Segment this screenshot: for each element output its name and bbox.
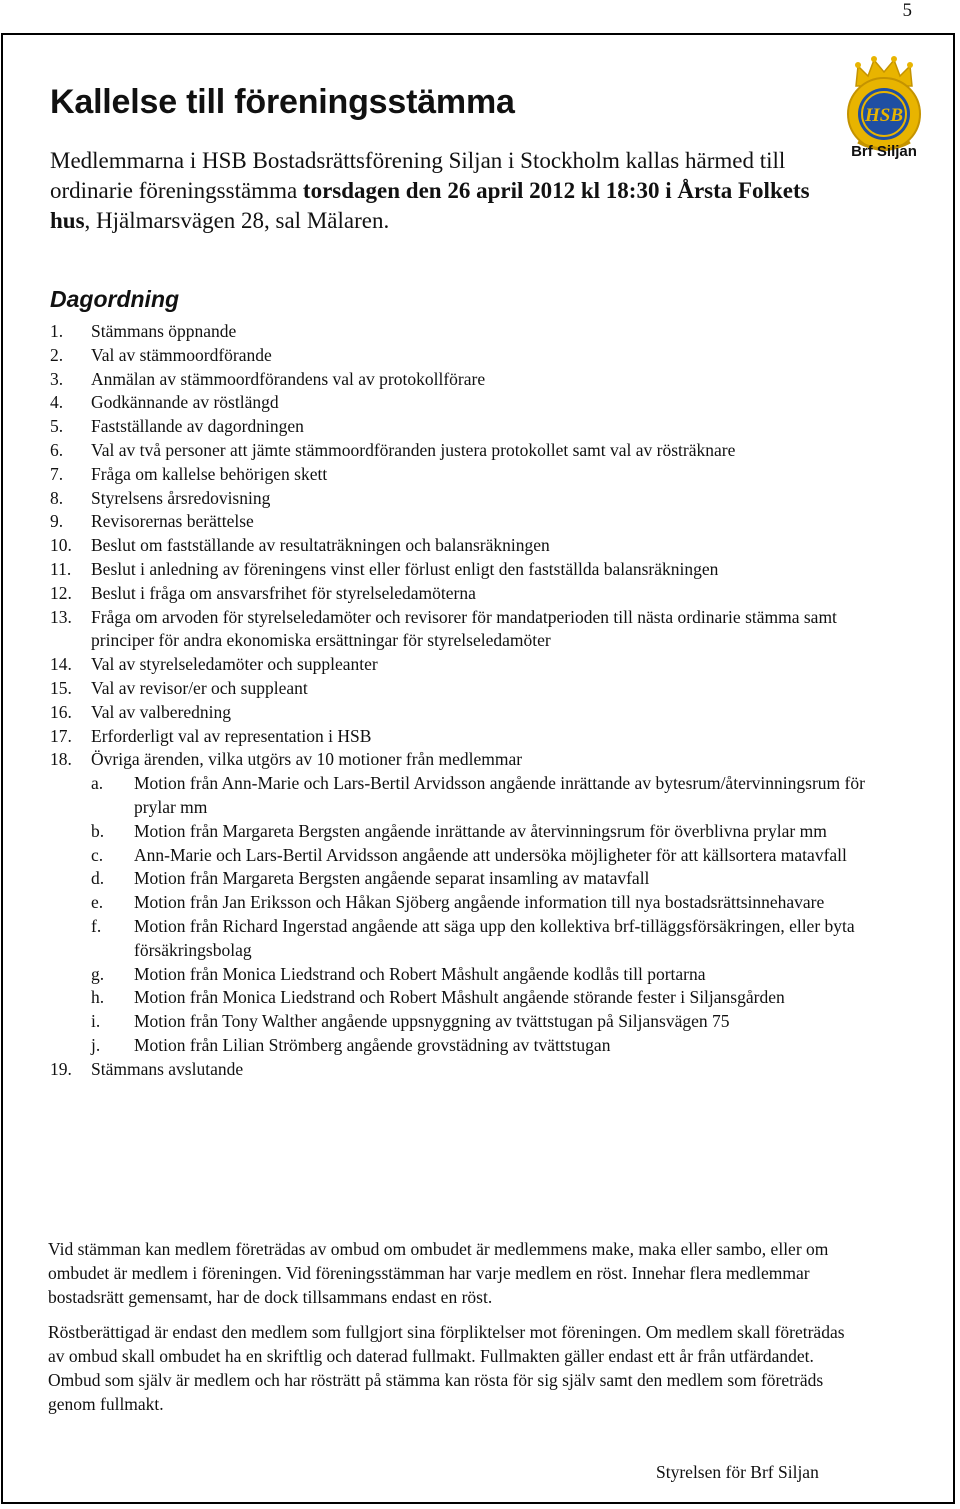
agenda-item-number: 8. [50,487,64,508]
motion-item [91,963,870,987]
agenda-item-text: Val av valberedning [91,701,231,722]
motion-item [91,844,870,868]
logo-caption: Brf Siljan [851,143,917,160]
agenda-item-text: Erforderligt val av representation i HSB [91,725,372,746]
agenda-item [50,701,870,725]
motion-letter: d. [91,868,105,889]
agenda-item-text: Anmälan av stämmoordförandens val av protokollförare [91,368,486,389]
logo-text: HSB [864,105,904,126]
agenda-item-text: Fråga om arvoden för styrelseledamöter och revisorer för mandatperioden till nästa ordinarie stämma samt principer för andra ekonomiska ersättningar för styrelseledamöter [91,606,837,651]
agenda-item-number: 10. [50,535,72,556]
motion-text: Motion från Ann-Marie och Lars-Bertil Arvidsson angående inrättande av bytesrum/återvinningsrum för prylar mm [134,773,865,817]
agenda-item-number: 18. [50,749,72,770]
motion-text: Motion från Margareta Bergsten angående separat insamling av matavfall [134,868,650,889]
agenda-item-number: 2. [50,344,64,365]
motion-text: Motion från Jan Eriksson och Håkan Sjöberg angående information till nya bostadsrättsinnehavare [134,892,825,913]
motion-text: Motion från Margareta Bergsten angående inrättande av återvinningsrum för överblivna prylar mm [134,820,827,841]
motion-letter: c. [91,844,104,865]
intro-text-end: , Hjälmarsvägen 28, sal Mälaren. [84,208,390,233]
motion-text: Motion från Tony Walther angående uppsnyggning av tvättstugan på Siljansvägen 75 [134,1011,730,1032]
motion-item [91,772,870,820]
agenda-item-number: 12. [50,582,72,603]
agenda-item-text: Stämmans öppnande [91,321,237,341]
agenda-item [50,344,870,368]
proxy-paragraph: Vid stämman kan medlem företrädas av ombud om ombudet är medlemmens make, maka eller sambo, eller om ombudet är medlem i föreningen. Vid föreningsstämman har varje medlem en röst. Innehar flera medlemmar bostadsrätt gemensamt, har de dock tillsammans endast en röst. [48,1239,829,1307]
agenda-item [50,558,870,582]
agenda-item-text: Styrelsens årsredovisning [91,487,271,508]
agenda-item [50,320,870,344]
motion-text: Motion från Monica Liedstrand och Robert Måshult angående kodlås till portarna [134,963,706,984]
agenda-item-number: 16. [50,701,72,722]
agenda-item-number: 3. [50,368,64,389]
motion-item [91,820,870,844]
intro-date-location: torsdagen den 26 april 2012 kl 18:30 i Årsta Folkets hus [50,178,810,233]
agenda-item [50,463,870,487]
agenda-item-number: 15. [50,677,72,698]
agenda-item-text: Val av revisor/er och suppleant [91,677,308,698]
agenda-item-number: 4. [50,392,64,413]
motion-list [91,772,870,1058]
agenda-item-number: 9. [50,511,64,532]
motion-letter: b. [91,820,105,841]
motion-text: Motion från Lilian Strömberg angående grovstädning av tvättstugan [134,1034,611,1055]
agenda-item-number: 7. [50,463,64,484]
voting-rights-paragraph: Röstberättigad är endast den medlem som fullgjort sina förpliktelser mot föreningen. Om medlem skall företrädas av ombud skall ombudet ha en skriftlig och daterad fullmakt. Fullmakten gäller endast ett år från utfärdandet. Ombud som själv är medlem och har rösträtt på stämma kan rösta för sig själv samt den medlem som företräds genom fullmakt. [48,1322,845,1414]
agenda-item-number: 11. [50,558,72,579]
motion-text: Ann-Marie och Lars-Bertil Arvidsson angående att undersöka möjligheter för att källsortera matavfall [134,844,847,865]
agenda-item [50,534,870,558]
agenda-item [50,391,870,415]
agenda-item [50,677,870,701]
agenda-item-text: Revisorernas berättelse [91,511,254,532]
agenda-item-text: Val av två personer att jämte stämmoordföranden justera protokollet samt val av rösträknare [91,439,736,460]
signature: Styrelsen för Brf Siljan [656,1462,819,1482]
agenda-item-text: Val av styrelseledamöter och suppleanter [91,654,378,675]
agenda-item-number: 6. [50,439,64,460]
agenda-item [50,1058,870,1082]
motion-letter: j. [91,1034,101,1055]
agenda-item [50,748,870,1057]
agenda-item-number: 17. [50,725,72,746]
motion-letter: a. [91,773,104,794]
motion-letter: i. [91,1011,101,1032]
agenda-item-text: Fastställande av dagordningen [91,416,304,437]
agenda-item-text: Beslut i fråga om ansvarsfrihet för styrelseledamöterna [91,582,476,603]
intro-text-start: Medlemmarna i HSB Bostadsrättsförening Siljan i Stockholm kallas härmed till ordinarie föreningsstämma [50,148,786,203]
agenda-item [50,582,870,606]
agenda-item [50,415,870,439]
motion-item [91,915,870,963]
agenda-item-number: 13. [50,606,72,627]
agenda-item-text: Val av stämmoordförande [91,344,272,365]
invitation-intro [50,146,810,236]
motion-item [91,1010,870,1034]
agenda-item-text: Beslut i anledning av föreningens vinst eller förlust enligt den fastställda balansräkningen [91,558,719,579]
agenda-item-number: 19. [50,1058,72,1079]
agenda-heading: Dagordning [50,286,180,312]
agenda-item-text: Stämmans avslutande [91,1058,244,1079]
agenda-item-text: Beslut om fastställande av resultaträkningen och balansräkningen [91,535,550,556]
page-title: Kallelse till föreningsstämma [50,83,515,121]
motion-item [91,891,870,915]
agenda-list [50,320,870,1082]
agenda-item-number: 1. [50,321,64,341]
motion-item [91,867,870,891]
motion-letter: e. [91,892,104,913]
motion-letter: f. [91,915,102,936]
agenda-item [50,439,870,463]
agenda-item [50,653,870,677]
motion-item [91,986,870,1010]
agenda-item [50,368,870,392]
agenda-item-number: 5. [50,416,64,437]
agenda-item-text: Fråga om kallelse behörigen skett [91,463,328,484]
agenda-item [50,510,870,534]
motion-item [91,1034,870,1058]
page-number: 5 [902,0,912,21]
motion-text: Motion från Richard Ingerstad angående att säga upp den kollektiva brf-tilläggsförsäkringen, eller byta försäkringsbolag [134,915,855,960]
agenda-item [50,606,870,654]
agenda-item [50,725,870,749]
agenda-item [50,487,870,511]
agenda-item-number: 14. [50,654,72,675]
agenda-item-text: Godkännande av röstlängd [91,392,279,413]
motion-letter: h. [91,987,105,1008]
motion-text: Motion från Monica Liedstrand och Robert Måshult angående störande fester i Siljansgården [134,987,785,1008]
agenda-item-text: Övriga ärenden, vilka utgörs av 10 motioner från medlemmar [91,749,523,770]
motion-letter: g. [91,963,105,984]
